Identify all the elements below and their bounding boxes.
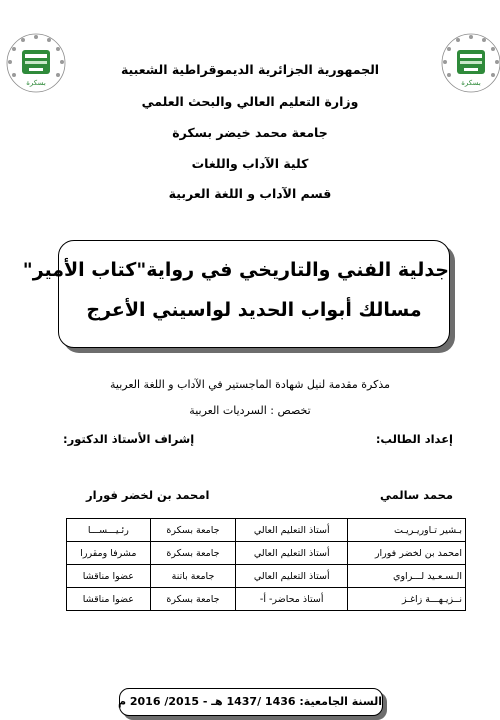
jury-university: جامعة بسكرة bbox=[150, 588, 236, 611]
jury-name: نــزيـهـــة زاغـز bbox=[348, 588, 466, 611]
logo-caption-right: بسكرة bbox=[461, 79, 481, 87]
table-row bbox=[67, 588, 466, 611]
jury-rank: أستاذ التعليم العالي bbox=[236, 519, 348, 542]
thesis-description: مذكرة مقدمة لنيل شهادة الماجستير في الآداب و اللغة العربية bbox=[110, 378, 390, 391]
supervisor-label: إشراف الأستاذ الدكتور: bbox=[63, 432, 195, 446]
jury-role: عضوا مناقشا bbox=[67, 588, 151, 611]
student-label: إعداد الطالب: bbox=[375, 432, 453, 446]
thesis-title-line1: جدلية الفني والتاريخي في رواية"كتاب الأمير" bbox=[22, 259, 449, 281]
thesis-specialty: تخصص : السرديات العربية bbox=[189, 404, 311, 417]
thesis-title-line2: مسالك أبواب الحديد لواسيني الأعرج bbox=[86, 299, 422, 321]
jury-rank: أستاذ محاضر- أ- bbox=[236, 588, 348, 611]
jury-table bbox=[66, 518, 466, 611]
jury-rank: أستاذ التعليم العالي bbox=[236, 542, 348, 565]
header-republic: الجمهورية الجزائرية الديموقراطية الشعبية bbox=[120, 62, 380, 77]
table-row bbox=[67, 519, 466, 542]
table-row bbox=[67, 565, 466, 588]
table-row bbox=[67, 542, 466, 565]
header-university: جامعة محمد خيضر بسكرة bbox=[172, 125, 328, 140]
jury-rank: أستاذ التعليم العالي bbox=[236, 565, 348, 588]
student-name: محمد سالمي bbox=[379, 488, 453, 502]
supervisor-name: امحمد بن لخضر فورار bbox=[86, 488, 210, 502]
header-department: قسم الآداب و اللغة العربية bbox=[168, 186, 332, 201]
jury-university: جامعة بسكرة bbox=[150, 542, 236, 565]
jury-university: جامعة بسكرة bbox=[150, 519, 236, 542]
logo-caption-left: بسكرة bbox=[26, 79, 46, 87]
thesis-title-box bbox=[22, 240, 450, 348]
header-ministry: وزارة التعليم العالي والبحث العلمي bbox=[141, 94, 359, 109]
jury-name: الـسـعـيد لـــراوي bbox=[348, 565, 466, 588]
academic-year-box bbox=[119, 688, 383, 716]
jury-university: جامعة باتنة bbox=[150, 565, 236, 588]
jury-role: عضوا مناقشا bbox=[67, 565, 151, 588]
jury-name: امحمد بن لخضر فورار bbox=[348, 542, 466, 565]
jury-role: رئـيـــســـا bbox=[67, 519, 151, 542]
jury-name: بـشير تـاوريـريـت bbox=[348, 519, 466, 542]
jury-role: مشرفا ومقررا bbox=[67, 542, 151, 565]
academic-year: السنة الجامعية: 1436 /1437 هـ - 2015/ 2016 م bbox=[117, 695, 382, 708]
header-faculty: كلية الآداب واللغات bbox=[191, 156, 309, 171]
